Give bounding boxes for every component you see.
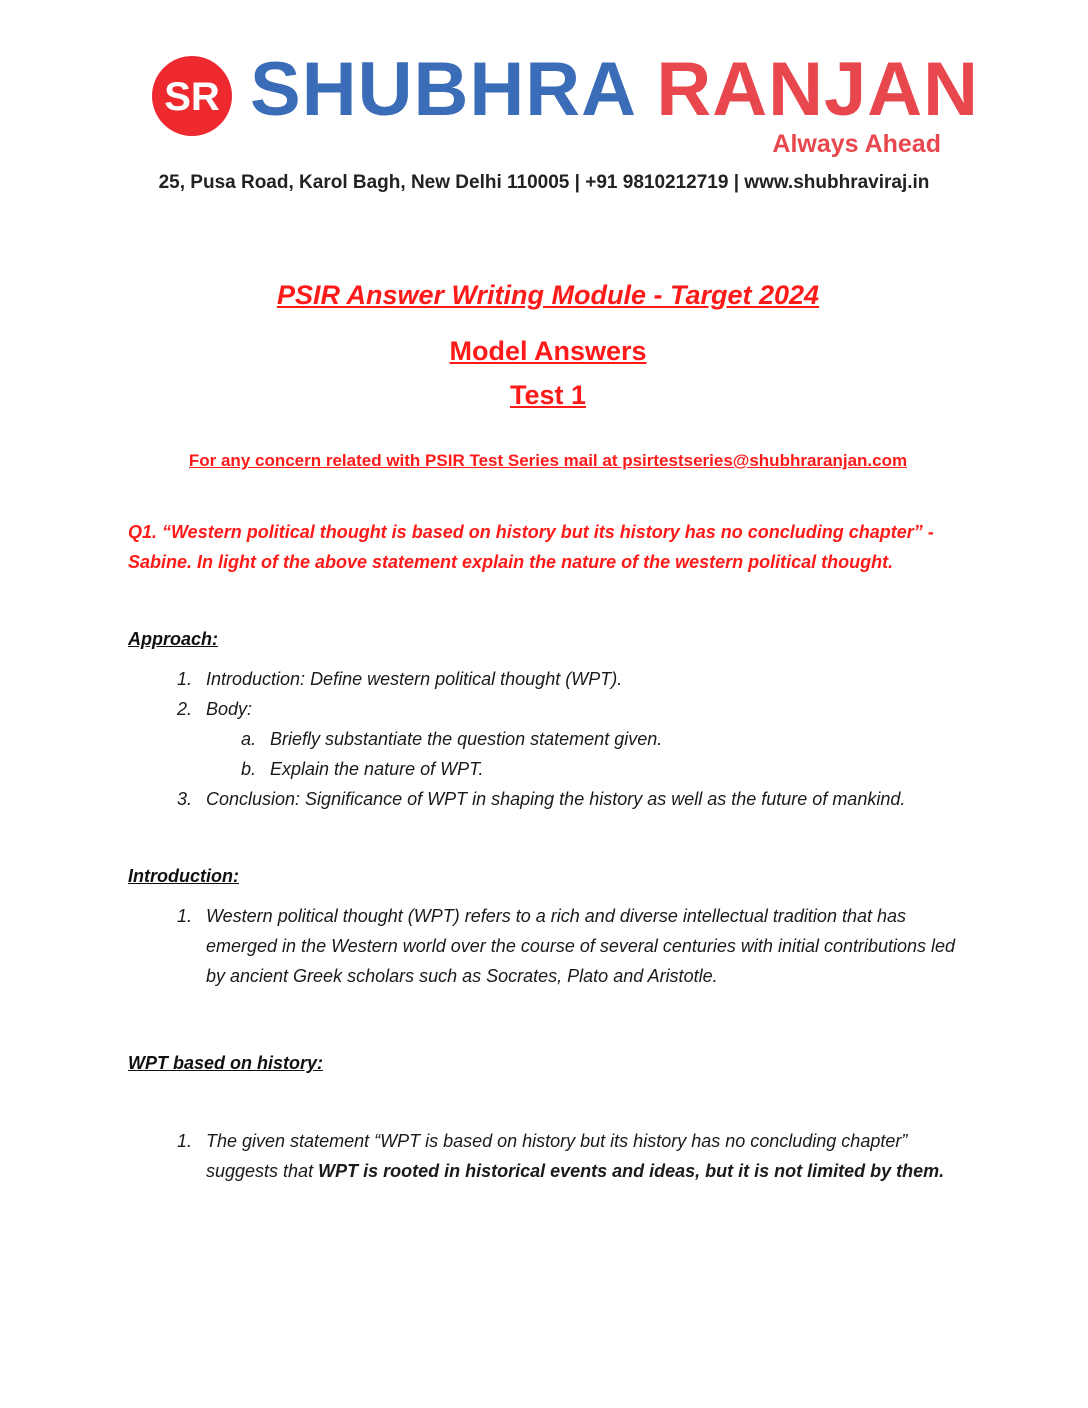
brand-second: RANJAN [656,47,980,132]
approach-heading: Approach: [128,629,218,649]
list-item: 1. The given statement “WPT is based on history but its history has no concluding chapter” suggests that WPT is rooted in historical events and ideas, but it is not limited by them. [128,1126,968,1186]
tagline: Always Ahead [772,130,941,158]
letterhead [0,0,1088,210]
list-item: 1. Introduction: Define western political thought (WPT). [176,669,623,689]
logo-monogram: SR [164,75,220,119]
document-subtitle: Model Answers [449,336,647,366]
introduction-heading: Introduction: [128,866,239,886]
brand-name [250,47,980,132]
list-item: b. Explain the nature of WPT. [240,759,484,779]
emphasis-text: WPT is rooted in historical events and ideas, but it is not limited by them. [318,1161,945,1181]
list-item: a. Briefly substantiate the question statement given. [240,729,663,749]
document-body [128,270,968,1186]
address-line: 25, Pusa Road, Karol Bagh, New Delhi 110005 | +91 9810212719 | www.shubhraviraj.in [158,172,930,193]
question-text: Q1. “Western political thought is based on history but its history has no concluding chapter” - Sabine. In light of the above statement explain the nature of the western political thought. [128,522,934,572]
history-heading: WPT based on history: [128,1053,324,1073]
list-item: 2. Body: [176,699,253,719]
body-sublist [128,724,968,784]
sr-logo-icon [150,54,234,138]
document-title: PSIR Answer Writing Module - Target 2024 [276,280,820,310]
brand-first: SHUBHRA [250,47,635,132]
list-item: 1. Western political thought (WPT) refers to a rich and diverse intellectual tradition that has emerged in the Western world over the course of several centuries with initial contributions led by ancient Greek scholars such as Socrates, Plato and Aristotle. [176,906,956,986]
history-list [128,1126,968,1186]
approach-list [128,664,968,814]
test-label: Test 1 [509,380,587,410]
introduction-list [128,901,968,991]
list-item: 3. Conclusion: Significance of WPT in shaping the history as well as the future of mankind. [176,789,906,809]
history-item-text: The given statement “WPT is based on history but its history has no concluding chapter” suggests that WPT is rooted in historical events and ideas, but it is not limited by them. [206,1131,945,1181]
concern-line: For any concern related with PSIR Test Series mail at psirtestseries@shubhraranjan.com [188,451,908,470]
sub-list-container [128,724,968,784]
